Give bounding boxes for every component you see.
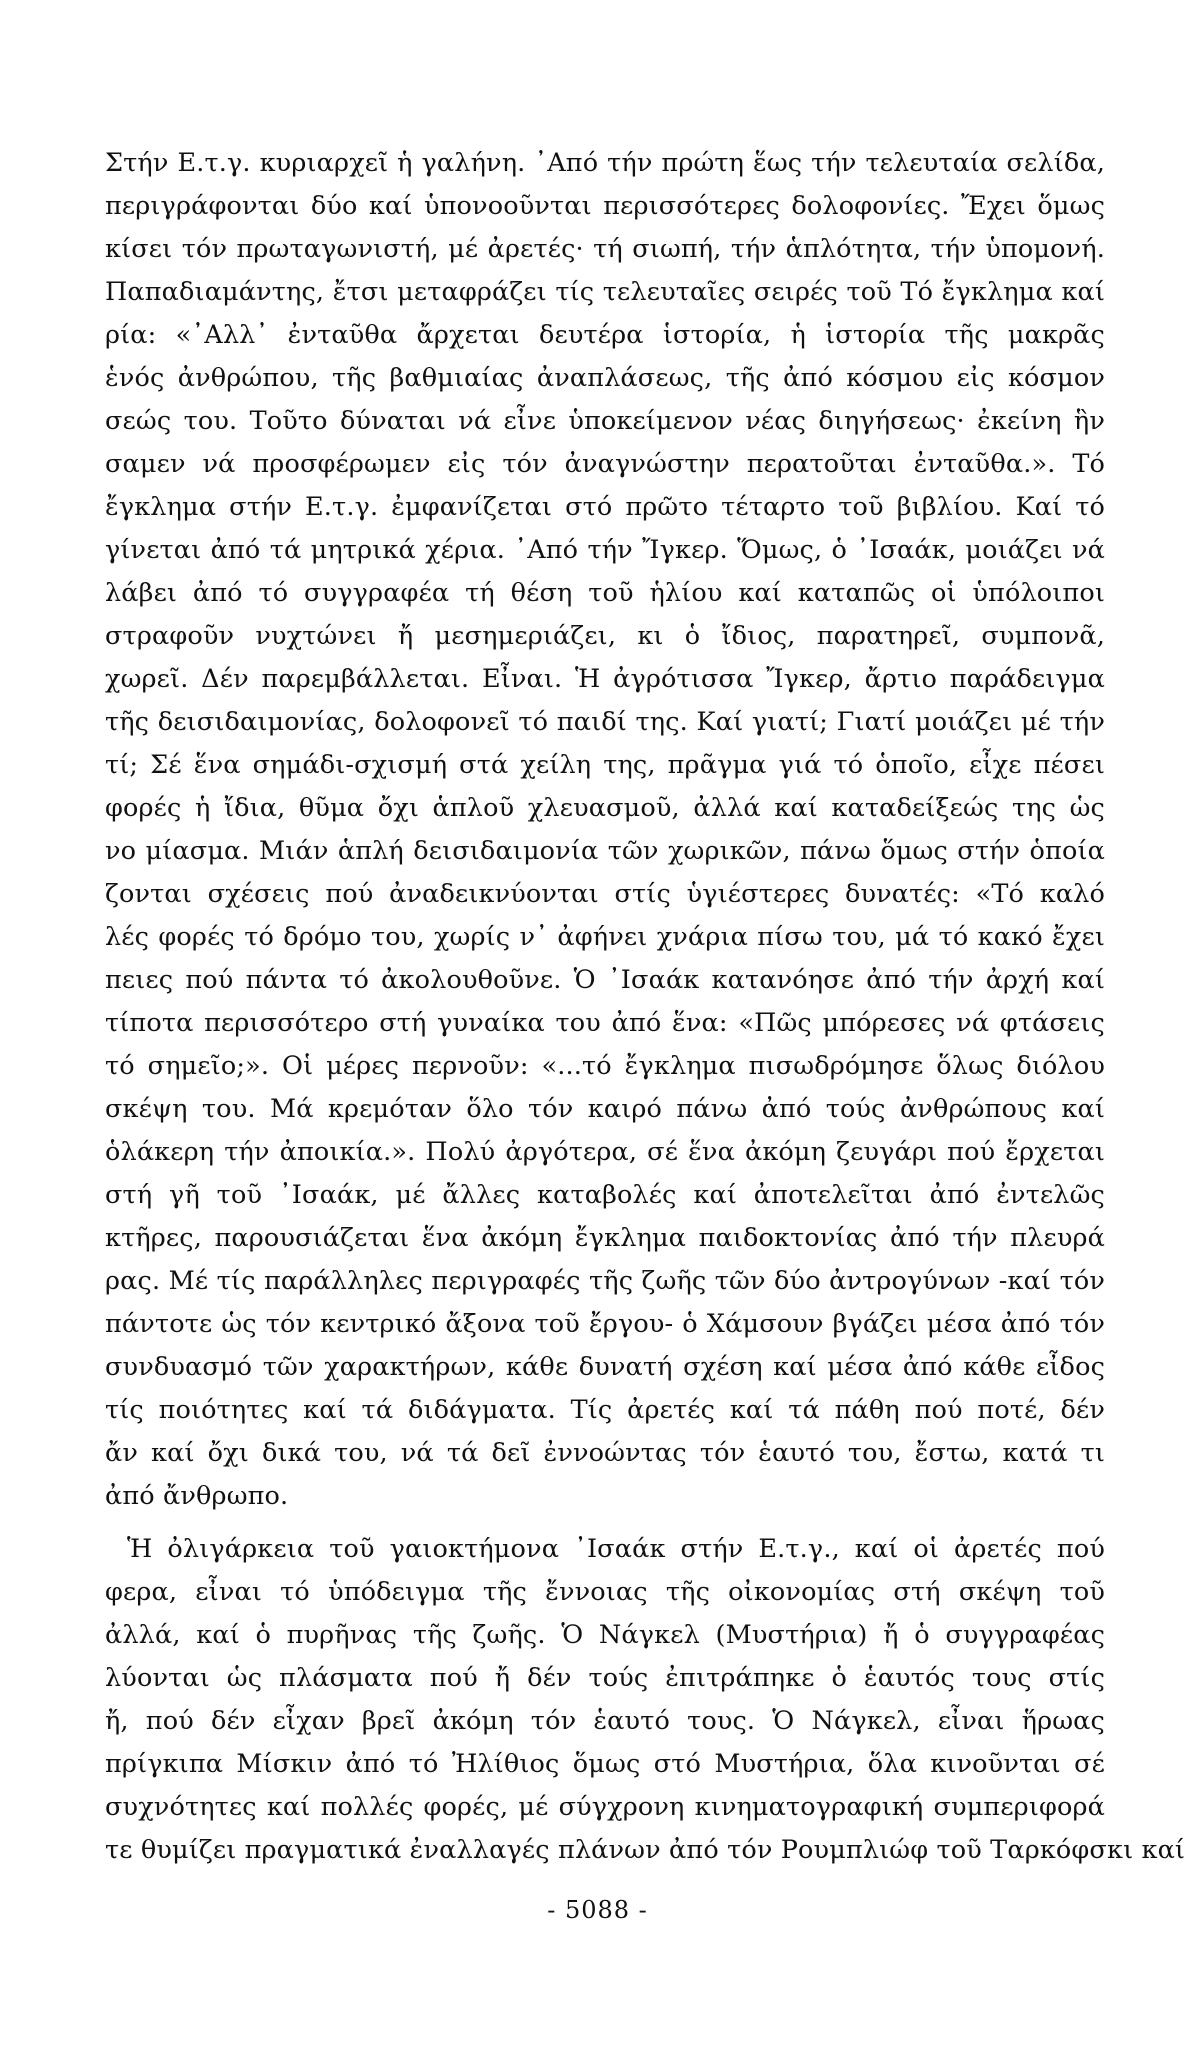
text-line: φορές ἡ ἴδια, θῦμα ὄχι ἁπλοῦ χλευασμοῦ, ἀλλά καί καταδείξεώς της ὡς [105, 793, 1105, 823]
text-line: λάβει ἀπό τό συγγραφέα τή θέση τοῦ ἡλίου καί καταπῶς οἱ ὑπόλοιποι [105, 578, 1105, 608]
paragraph-gap [105, 1518, 1105, 1528]
text-line: Παπαδιαμάντης, ἔτσι μεταφράζει τίς τελευταῖες σειρές τοῦ Τό ἔγκλημα καί [105, 277, 1105, 307]
text-line: νο μίασμα. Μιάν ἁπλή δεισιδαιμονία τῶν χωρικῶν, πάνω ὅμως στήν ὁποία [105, 836, 1105, 866]
paragraph-2 [105, 1528, 1186, 1872]
text-line: ρία: «᾿Αλλ᾿ ἐνταῦθα ἄρχεται δευτέρα ἱστορία, ἡ ἱστορία τῆς μακρᾶς [105, 320, 1105, 350]
text-line: Στήν Ε.τ.γ. κυριαρχεῖ ἡ γαλήνη. ᾿Από τήν πρώτη ἕως τήν τελευταία σελίδα, [105, 148, 1105, 178]
text-line: συνδυασμό τῶν χαρακτήρων, κάθε δυνατή σχέση καί μέσα ἀπό κάθε εἶδος [105, 1352, 1105, 1382]
text-line: γίνεται ἀπό τά μητρικά χέρια. ᾿Από τήν Ἴγκερ. Ὅμως, ὁ ᾿Ισαάκ, μοιάζει νά [105, 535, 1105, 565]
text-line: συχνότητες καί πολλές φορές, μέ σύγχρονη κινηματογραφική συμπεριφορά [105, 1792, 1105, 1822]
paragraph-1 [105, 142, 1105, 1518]
text-line: τε θυμίζει πραγματικά ἐναλλαγές πλάνων ἀπό τόν Ρουμπλιώφ τοῦ Ταρκόφσκι καί [105, 1835, 1186, 1865]
text-line: κίσει τόν πρωταγωνιστή, μέ ἀρετές· τή σιωπή, τήν ἁπλότητα, τήν ὑπομονή. [105, 234, 1105, 264]
text-line: τίποτα περισσότερο στή γυναίκα του ἀπό ἕνα: «Πῶς μπόρεσες νά φτάσεις [105, 1008, 1105, 1038]
text-line: ἑνός ἀνθρώπου, τῆς βαθμιαίας ἀναπλάσεως, τῆς ἀπό κόσμου εἰς κόσμον [105, 363, 1105, 393]
text-line: τίς ποιότητες καί τά διδάγματα. Τίς ἀρετές καί τά πάθη πού ποτέ, δέν [105, 1395, 1105, 1425]
text-line: περιγράφονται δύο καί ὑπονοοῦνται περισσότερες δολοφονίες. Ἔχει ὅμως [105, 191, 1105, 221]
text-line: χωρεῖ. Δέν παρεμβάλλεται. Εἶναι. Ἡ ἀγρότισσα Ἴγκερ, ἄρτιο παράδειγμα [105, 664, 1105, 694]
text-line: ἤ, πού δέν εἶχαν βρεῖ ἀκόμη τόν ἑαυτό τους. Ὁ Νάγκελ, εἶναι ἥρωας [105, 1706, 1105, 1736]
text-line: ἀπό ἄνθρωπο. [105, 1481, 289, 1511]
body-text [105, 142, 1186, 1872]
text-line: ρας. Μέ τίς παράλληλες περιγραφές τῆς ζωῆς τῶν δύο ἀντρογύνων -καί τόν [105, 1266, 1105, 1296]
text-line: πάντοτε ὡς τόν κεντρικό ἄξονα τοῦ ἔργου- ὁ Χάμσουν βγάζει μέσα ἀπό τόν [105, 1309, 1105, 1339]
text-line: τί; Σέ ἕνα σημάδι-σχισμή στά χείλη της, πρᾶγμα γιά τό ὁποῖο, εἶχε πέσει [105, 750, 1105, 780]
text-line: λύονται ὡς πλάσματα πού ἤ δέν τούς ἐπιτράπηκε ὁ ἑαυτός τους στίς [105, 1663, 1105, 1693]
text-line: σεώς του. Τοῦτο δύναται νά εἶνε ὑποκείμενον νέας διηγήσεως· ἐκείνη ἣν [105, 406, 1105, 436]
text-line: σαμεν νά προσφέρωμεν εἰς τόν ἀναγνώστην περατοῦται ἐνταῦθα.». Τό [105, 449, 1105, 479]
text-line: τό σημεῖο;». Οἱ μέρες περνοῦν: «...τό ἔγκλημα πισωδρόμησε ὅλως διόλου [105, 1051, 1105, 1081]
text-line: κτῆρες, παρουσιάζεται ἕνα ἀκόμη ἔγκλημα παιδοκτονίας ἀπό τήν πλευρά [105, 1223, 1105, 1253]
text-line: στή γῆ τοῦ ᾿Ισαάκ, μέ ἄλλες καταβολές καί ἀποτελεῖται ἀπό ἐντελῶς [105, 1180, 1105, 1210]
page-number: - 5088 - [547, 1896, 648, 1924]
text-line: ζονται σχέσεις πού ἀναδεικνύονται στίς ὑγιέστερες δυνατές: «Τό καλό [105, 879, 1105, 909]
text-line: φερα, εἶναι τό ὑπόδειγμα τῆς ἔννοιας τῆς οἰκονομίας στή σκέψη τοῦ [105, 1577, 1105, 1607]
text-line: σκέψη του. Μά κρεμόταν ὅλο τόν καιρό πάνω ἀπό τούς ἀνθρώπους καί [105, 1094, 1105, 1124]
text-line: ἔγκλημα στήν Ε.τ.γ. ἐμφανίζεται στό πρῶτο τέταρτο τοῦ βιβλίου. Καί τό [105, 492, 1105, 522]
text-line: πρίγκιπα Μίσκιν ἀπό τό Ἠλίθιος ὅμως στό Μυστήρια, ὅλα κινοῦνται σέ [105, 1749, 1105, 1779]
text-line: ἀλλά, καί ὁ πυρῆνας τῆς ζωῆς. Ὁ Νάγκελ (Μυστήρια) ἤ ὁ συγγραφέας [105, 1620, 1105, 1650]
text-line: τῆς δεισιδαιμονίας, δολοφονεῖ τό παιδί της. Καί γιατί; Γιατί μοιάζει μέ τήν [105, 707, 1105, 737]
text-line: λές φορές τό δρόμο του, χωρίς ν᾿ ἀφήνει χνάρια πίσω του, μά τό κακό ἔχει [105, 922, 1105, 952]
text-line: Ἡ ὀλιγάρκεια τοῦ γαιοκτήμονα ᾿Ισαάκ στήν Ε.τ.γ., καί οἱ ἀρετές πού [127, 1534, 1105, 1564]
text-line: πειες πού πάντα τό ἀκολουθοῦνε. Ὁ ᾿Ισαάκ κατανόησε ἀπό τήν ἀρχή καί [105, 965, 1105, 995]
text-line: ἄν καί ὄχι δικά του, νά τά δεῖ ἐννοώντας τόν ἑαυτό του, ἔστω, κατά τι [105, 1438, 1105, 1468]
text-line: ὁλάκερη τήν ἀποικία.». Πολύ ἀργότερα, σέ ἕνα ἀκόμη ζευγάρι πού ἔρχεται [105, 1137, 1105, 1167]
text-line: στραφοῦν νυχτώνει ἤ μεσημεριάζει, κι ὁ ἴδιος, παρατηρεῖ, συμπονᾶ, [105, 621, 1105, 651]
